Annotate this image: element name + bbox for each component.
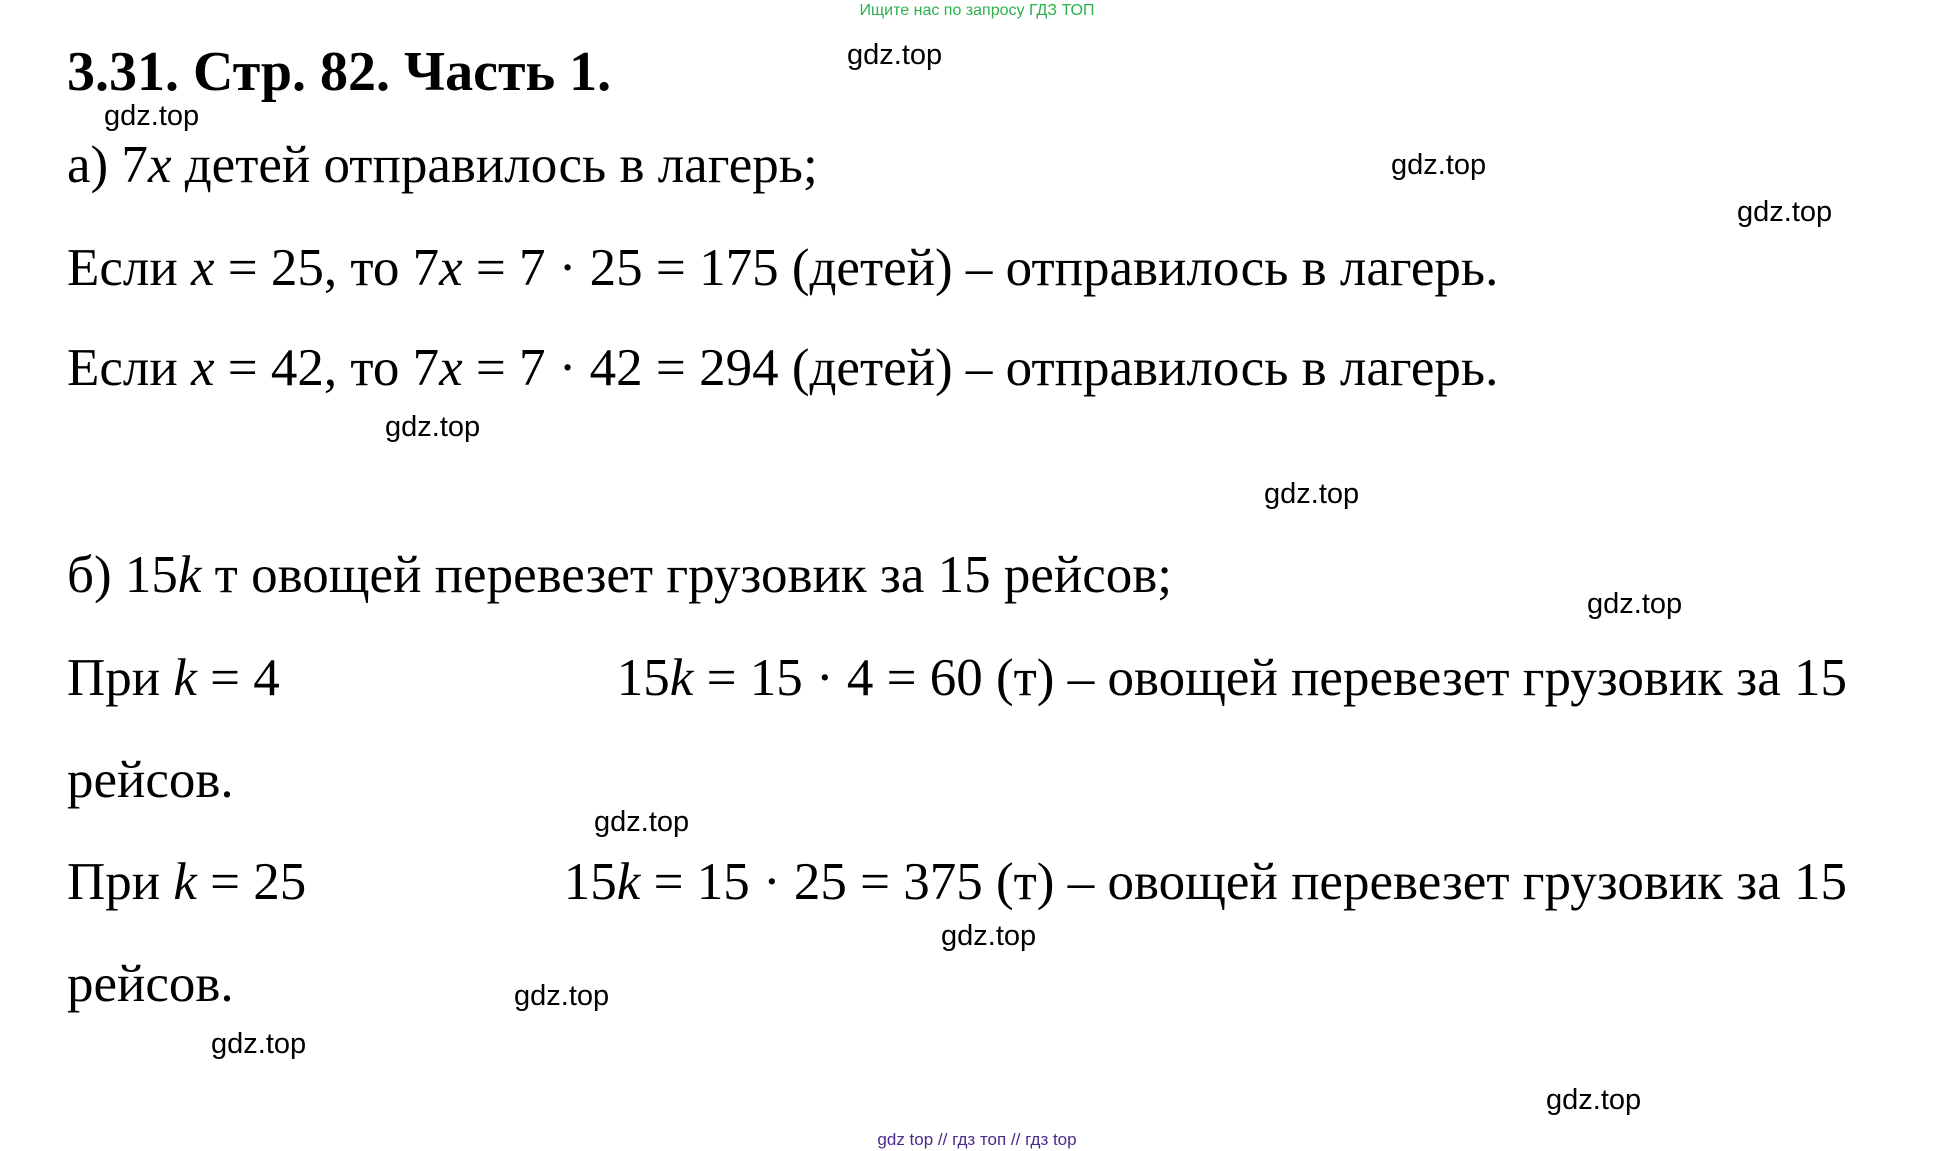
part-b-case-2 (67, 852, 1847, 912)
case-1-result: 15k = 15 · 4 = 60 (т) – овощей перевезет грузовик за 15 (616, 649, 1847, 707)
watermark: gdz.top (941, 920, 1037, 952)
watermark: gdz.top (211, 1028, 307, 1060)
page-title: 3.31. Стр. 82. Часть 1. (67, 41, 612, 103)
part-a-case-1: Если x = 25, то 7x = 7 · 25 = 175 (детей) – отправилось в лагерь. (67, 239, 1499, 297)
watermark: gdz.top (1264, 478, 1360, 510)
part-a-case-2: Если x = 42, то 7x = 7 · 42 = 294 (детей) – отправилось в лагерь. (67, 339, 1499, 397)
watermark: gdz.top (594, 806, 690, 838)
watermark: gdz.top (1546, 1084, 1642, 1116)
watermark: gdz.top (1737, 196, 1833, 228)
case-2-result: 15k = 15 · 25 = 375 (т) – овощей перевезет грузовик за 15 (563, 853, 1847, 911)
part-b-case-1 (67, 648, 1847, 708)
case-2-condition: При k = 25 (67, 853, 307, 911)
watermark: gdz.top (104, 100, 200, 132)
watermark: gdz.top (847, 39, 943, 71)
watermark: gdz.top (1391, 149, 1487, 181)
watermark: gdz.top (1587, 588, 1683, 620)
part-b-heading: б) 15k т овощей перевезет грузовик за 15 рейсов; (67, 546, 1173, 604)
part-b-case-2-continuation: рейсов. (67, 955, 234, 1013)
top-banner: Ищите нас по запросу ГДЗ ТОП (859, 2, 1095, 19)
footer-links: gdz top // гдз топ // гдз top (877, 1130, 1077, 1149)
case-1-condition: При k = 4 (67, 649, 280, 707)
part-b-case-1-continuation: рейсов. (67, 751, 234, 809)
part-a-heading: а) 7x детей отправилось в лагерь; (67, 136, 818, 194)
watermark: gdz.top (514, 980, 610, 1012)
watermark: gdz.top (385, 411, 481, 443)
